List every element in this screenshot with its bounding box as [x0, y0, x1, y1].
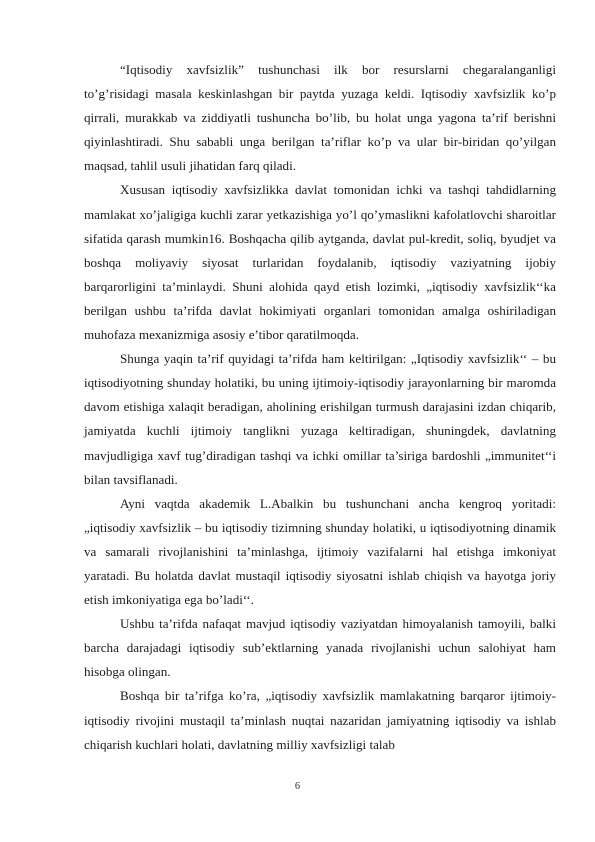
paragraph-5: Ushbu ta’rifda nafaqat mavjud iqtisodiy vaziyatdan himoyalanish tamoyili, balki barcha darajadagi iqtisodiy sub’ektlarning yanada rivojlanishi uchun salohiyat ham hisobga olingan. [84, 616, 556, 680]
paragraph-2: Xususan iqtisodiy xavfsizlikka davlat tomonidan ichki va tashqi tahdidlarning mamlakat xo’jaligiga kuchli zarar yetkazishiga yo’l qo’ymaslikni kafolatlovchi sharoitlar sifatida qarash mumkin16. Boshqacha qilib aytganda, davlat pul-kredit, soliq, byudjet va boshqa moliyaviy siyosat turlaridan foydalanib, iqtisodiy vaziyatning ijobiy barqarorligini ta’minlaydi. Shuni alohida qayd etish lozimki, „iqtisodiy xavfsizlik‘‘ka berilgan ushbu ta’rifda davlat hokimiyati organlari tomonidan amalga oshiriladigan muhofaza mexanizmiga asosiy e’tibor qaratilmoqda. [84, 182, 556, 343]
page-number: 6 [294, 781, 301, 792]
document-body [84, 58, 556, 757]
paragraph-4: Ayni vaqtda akademik L.Abalkin bu tushunchani ancha kengroq yoritadi: „iqtisodiy xavfsizlik – bu iqtisodiy tizimning shunday holatiki, u iqtisodiyotning dinamik va samarali rivojlanishini ta’minlashga, ijtimoiy vazifalarni hal etishga imkoniyat yaratadi. Bu holatda davlat mustaqil iqtisodiy siyosatni ishlab chiqish va hayotga joriy etish imkoniyatiga ega bo’ladi‘‘. [84, 495, 556, 608]
paragraph-3: Shunga yaqin ta’rif quyidagi ta’rifda ham keltirilgan: „Iqtisodiy xavfsizlik‘‘ – bu iqtisodiyotning shunday holatiki, bu uning ijtimoiy-iqtisodiy jarayonlarning bir maromda davom etishiga xalaqit beradigan, aholining erishilgan turmush darajasini izdan chiqarib, jamiyatda kuchli ijtimoiy tanglikni yuzaga keltiradigan, shuningdek, davlatning mavjudligiga xavf tug’diradigan tashqi va ichki omillar ta’siriga bardoshli „immunitet‘‘i bilan tavsiflanadi. [84, 351, 556, 487]
paragraph-1: “Iqtisodiy xavfsizlik” tushunchasi ilk bor resurslarni chegaralanganligi to’g’risidagi masala keskinlashgan bir paytda yuzaga keldi. Iqtisodiy xavfsizlik ko’p qirrali, murakkab va ziddiyatli tushuncha bo’lib, bu holat unga yagona ta’rif berishni qiyinlashtiradi. Shu sababli unga berilgan ta’riflar ko’p va ular bir-biridan qo’yilgan maqsad, tahlil usuli jihatidan farq qiladi. [84, 62, 556, 174]
paragraph-6: Boshqa bir ta’rifga ko’ra, „iqtisodiy xavfsizlik mamlakatning barqaror ijtimoiy-iqtisodiy rivojini mustaqil ta’minlash nuqtai nazaridan jamiyatning iqtisodiy va ishlab chiqarish kuchlari holati, davlatning milliy xavfsizligi talab [84, 688, 556, 752]
